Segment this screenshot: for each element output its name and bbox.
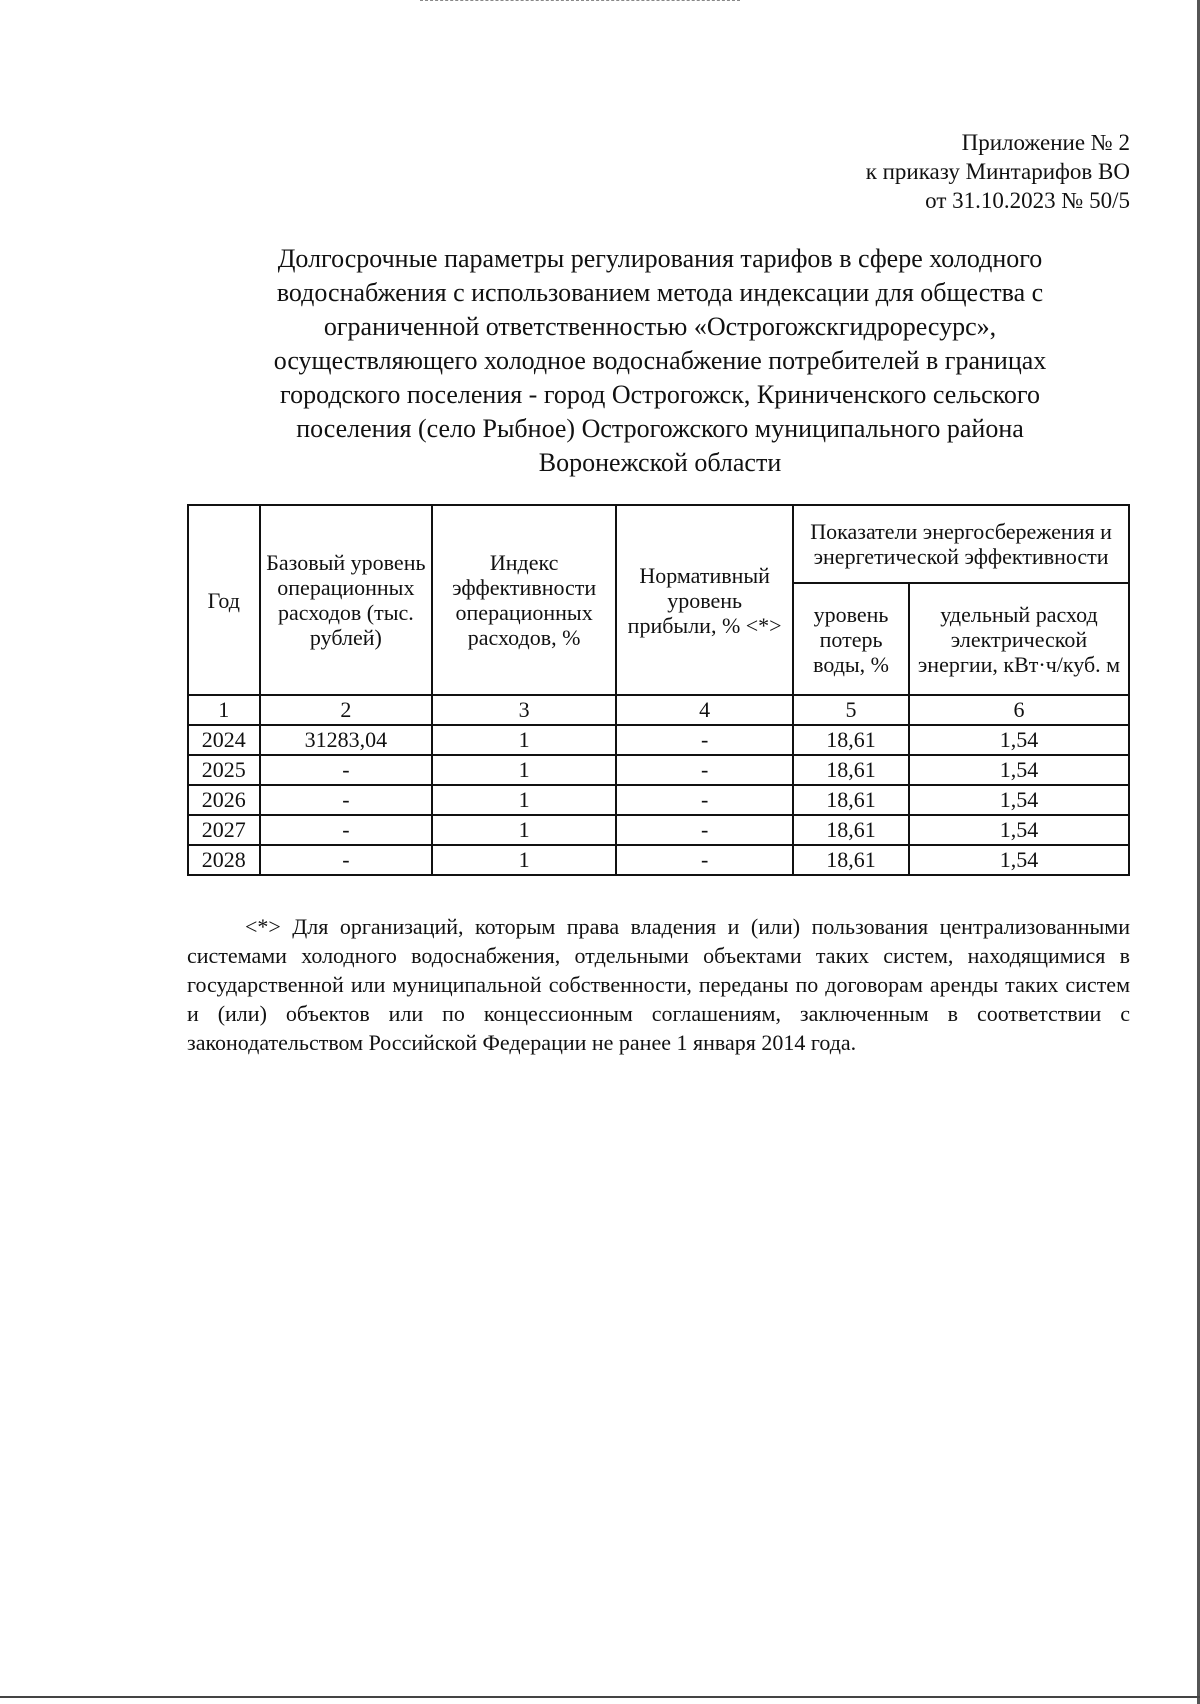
cell-normative-profit: - <box>616 845 793 875</box>
appendix-date: от 31.10.2023 № 50/5 <box>925 188 1130 213</box>
cell-base-opex: - <box>260 755 433 785</box>
table-row <box>188 815 1129 845</box>
cell-efficiency-index: 1 <box>432 845 616 875</box>
cell-base-opex: - <box>260 785 433 815</box>
cell-energy-consumption: 1,54 <box>909 755 1129 785</box>
cell-normative-profit: - <box>616 785 793 815</box>
appendix-order: к приказу Минтарифов ВО <box>865 159 1130 184</box>
cell-water-loss: 18,61 <box>793 725 909 755</box>
header-base-opex: Базовый уровень операционных расходов (тыс. рублей) <box>260 505 433 695</box>
header-energy-group: Показатели энергосбережения и энергетической эффективности <box>793 505 1129 583</box>
parameters-table <box>187 504 1130 876</box>
cell-year: 2026 <box>188 785 260 815</box>
cell-energy-consumption: 1,54 <box>909 785 1129 815</box>
header-water-loss: уровень потерь воды, % <box>793 583 909 695</box>
cell-energy-consumption: 1,54 <box>909 725 1129 755</box>
cell-year: 2028 <box>188 845 260 875</box>
column-number-row <box>188 695 1129 725</box>
title-line: ограниченной ответственностью «Острогожскгидроресурс», <box>323 312 997 341</box>
cell-normative-profit: - <box>616 725 793 755</box>
cell-normative-profit: - <box>616 755 793 785</box>
title-line: водоснабжения с использованием метода индексации для общества с <box>276 278 1044 307</box>
column-number: 2 <box>260 695 433 725</box>
scan-edge-bottom <box>0 1696 1200 1698</box>
table-header-row <box>188 505 1129 583</box>
cell-efficiency-index: 1 <box>432 785 616 815</box>
appendix-reference <box>866 128 1130 215</box>
cell-efficiency-index: 1 <box>432 815 616 845</box>
header-efficiency-index: Индекс эффективности операционных расходов, % <box>432 505 616 695</box>
cell-normative-profit: - <box>616 815 793 845</box>
header-energy-consumption: удельный расход электрической энергии, кВт·ч/куб. м <box>909 583 1129 695</box>
scan-artifact-top <box>420 0 740 3</box>
cell-energy-consumption: 1,54 <box>909 815 1129 845</box>
cell-energy-consumption: 1,54 <box>909 845 1129 875</box>
column-number: 6 <box>909 695 1129 725</box>
cell-base-opex: - <box>260 815 433 845</box>
column-number: 3 <box>432 695 616 725</box>
cell-water-loss: 18,61 <box>793 815 909 845</box>
column-number: 5 <box>793 695 909 725</box>
footnote <box>187 912 1130 1057</box>
table-row <box>188 785 1129 815</box>
title-line: поселения (село Рыбное) Острогожского муниципального района <box>296 414 1024 443</box>
table-row <box>188 845 1129 875</box>
title-line: Долгосрочные параметры регулирования тарифов в сфере холодного <box>277 244 1043 273</box>
cell-base-opex: - <box>260 845 433 875</box>
cell-year: 2024 <box>188 725 260 755</box>
cell-efficiency-index: 1 <box>432 725 616 755</box>
header-year: Год <box>188 505 260 695</box>
title-line: Воронежской области <box>538 448 782 477</box>
column-number: 4 <box>616 695 793 725</box>
cell-water-loss: 18,61 <box>793 845 909 875</box>
column-number: 1 <box>188 695 260 725</box>
appendix-number: Приложение № 2 <box>961 130 1130 155</box>
cell-water-loss: 18,61 <box>793 755 909 785</box>
title-line: городского поселения - город Острогожск, Криниченского сельского <box>280 380 1040 409</box>
table-row <box>188 725 1129 755</box>
title-line: осуществляющего холодное водоснабжение потребителей в границах <box>273 346 1047 375</box>
cell-water-loss: 18,61 <box>793 785 909 815</box>
footnote-text: <*> Для организаций, которым права владения и (или) пользования централизованными системами холодного водоснабжения, отдельными объектами таких систем, находящимися в государственной или муниципальной собственности, переданы по договорам аренды таких систем и (или) объектов или по концессионным соглашениям, заключенным в соответствии с законодательством Российской Федерации не ранее 1 января 2014 года. <box>187 914 1130 1055</box>
cell-year: 2025 <box>188 755 260 785</box>
document-title <box>180 242 1140 480</box>
header-normative-profit: Нормативный уровень прибыли, % <*> <box>616 505 793 695</box>
cell-efficiency-index: 1 <box>432 755 616 785</box>
cell-year: 2027 <box>188 815 260 845</box>
table-row <box>188 755 1129 785</box>
cell-base-opex: 31283,04 <box>260 725 433 755</box>
